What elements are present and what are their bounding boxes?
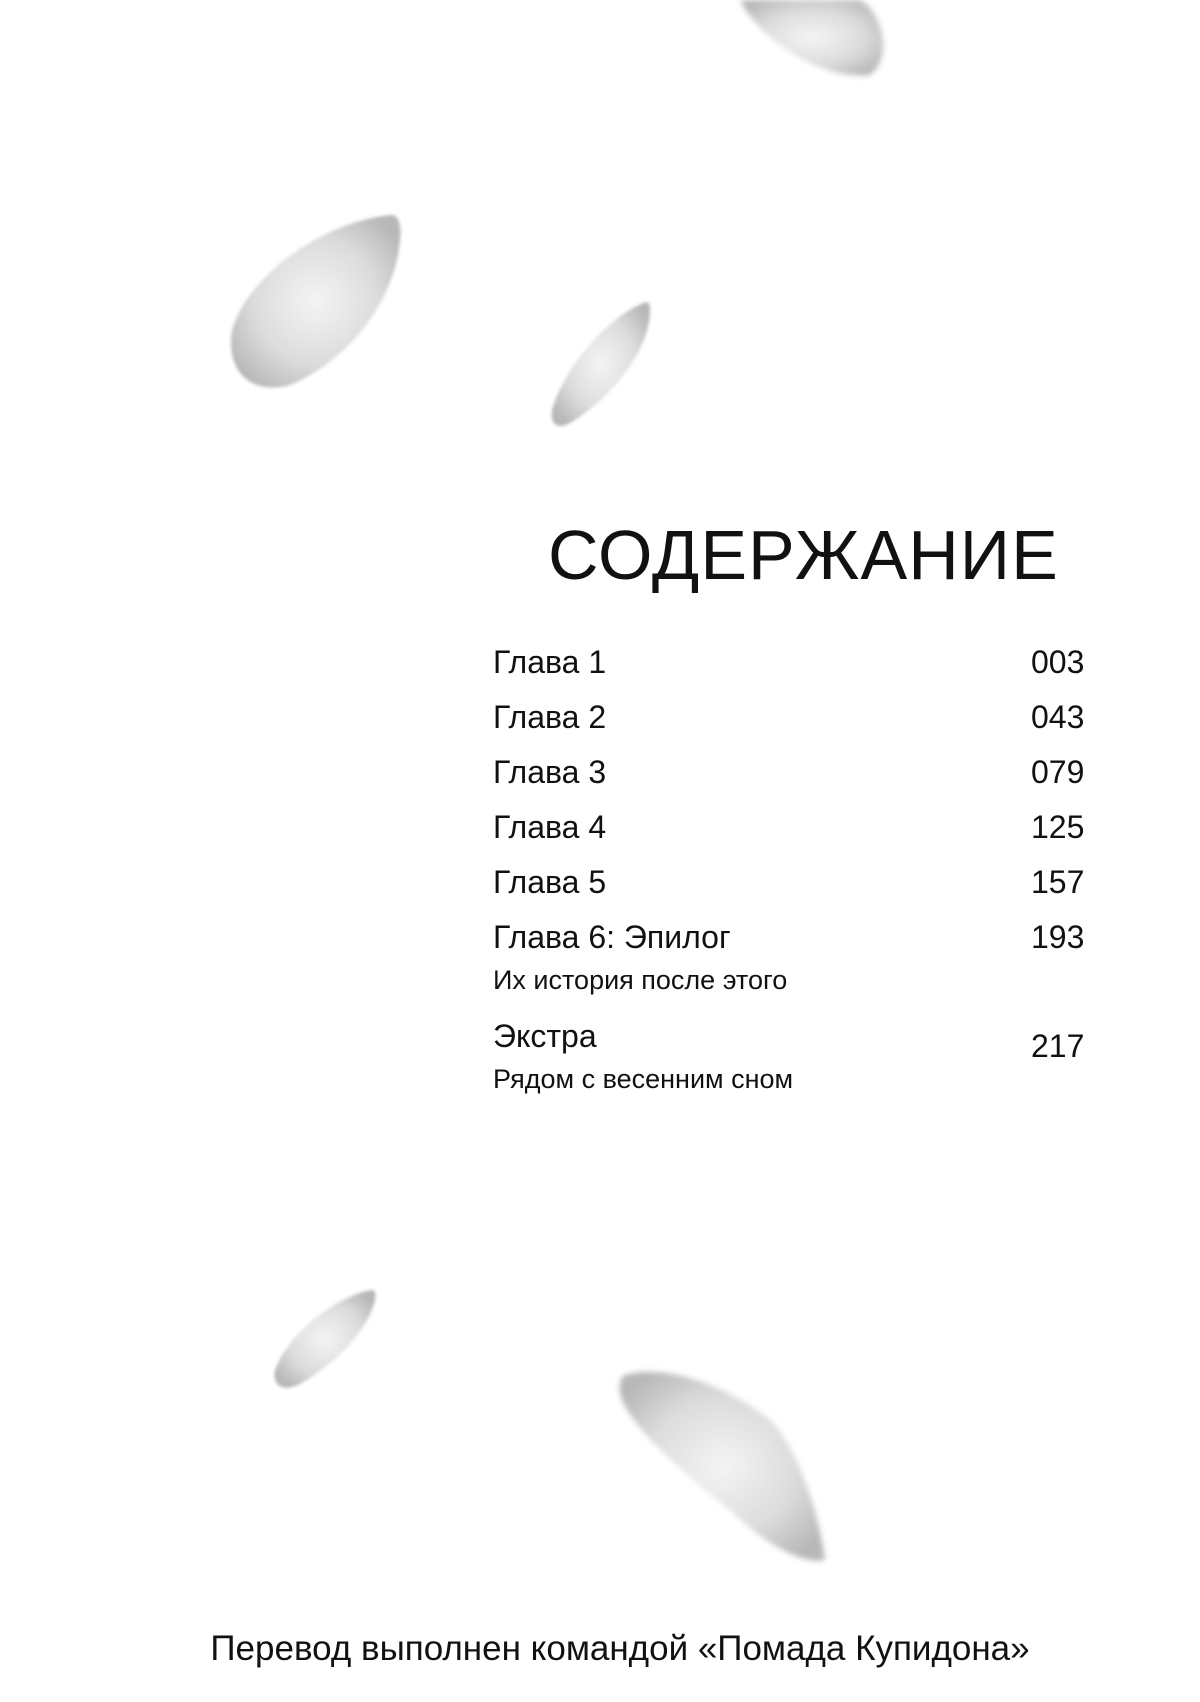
translation-credit: Перевод выполнен командой «Помада Купидона»: [210, 1629, 1030, 1668]
petal-top-icon: [740, 0, 883, 75]
toc-entry-subtitle: Рядом с весенним сном: [493, 1064, 794, 1094]
toc-entry-page: 003: [1031, 644, 1085, 680]
petal-bottom-right-icon: [620, 1372, 825, 1561]
toc-entry-label: Глава 1: [493, 644, 607, 680]
toc-entry-page: 043: [1031, 699, 1085, 735]
toc-entry-label: Глава 5: [493, 864, 607, 900]
toc-entry-page: 079: [1031, 754, 1085, 790]
petal-large-left-icon: [231, 215, 401, 388]
toc-entry-label: Глава 2: [493, 699, 607, 735]
toc-entry[interactable]: [493, 807, 1093, 847]
petal-small-middle-icon: [552, 302, 650, 426]
toc-entry[interactable]: [493, 697, 1093, 737]
toc-entry-label: Глава 4: [493, 809, 607, 845]
toc-entry[interactable]: [493, 642, 1093, 682]
toc-entry-page: 217: [1031, 1028, 1085, 1064]
toc-entry[interactable]: [493, 1016, 1093, 1094]
toc-entry-page: 193: [1031, 919, 1085, 955]
toc-entry-label: Глава 6: Эпилог: [493, 919, 731, 955]
page-title: СОДЕРЖАНИЕ: [548, 516, 1059, 594]
toc-entry-page: 125: [1031, 809, 1085, 845]
toc-entry-label: Экстра: [493, 1018, 597, 1054]
toc-entry[interactable]: [493, 917, 1093, 995]
petal-bottom-left-icon: [274, 1290, 375, 1388]
toc-entry[interactable]: [493, 862, 1093, 902]
toc-entry-page: 157: [1031, 864, 1085, 900]
toc-entry-subtitle: Их история после этого: [493, 965, 788, 995]
toc-entry[interactable]: [493, 752, 1093, 792]
toc-entry-label: Глава 3: [493, 754, 607, 790]
